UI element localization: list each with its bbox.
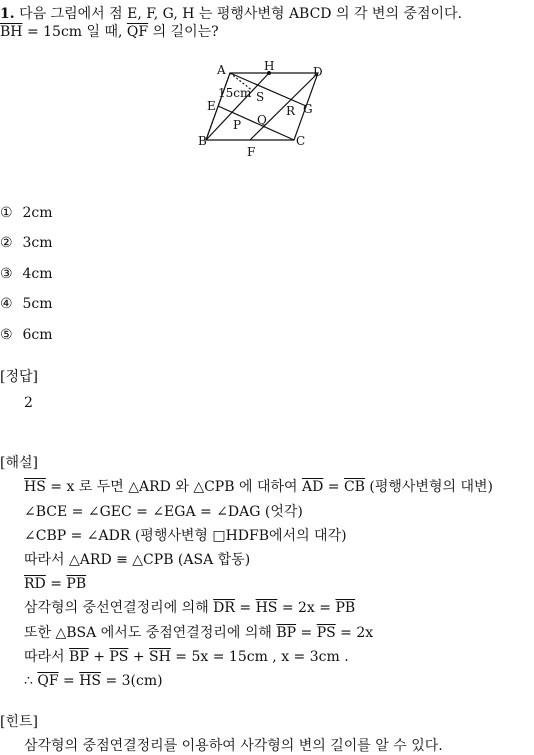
choice-3[interactable]: ③ 4cm — [0, 266, 53, 282]
label-q: Q — [257, 113, 267, 127]
label-r: R — [286, 104, 296, 118]
question-number: 1. — [0, 6, 15, 22]
parallelogram-abcd — [206, 73, 318, 140]
choice-5[interactable]: ⑤ 6cm — [0, 327, 53, 343]
hint-text: 삼각형의 중점연결정리를 이용하여 사각형의 변의 길이를 알 수 있다. — [24, 738, 443, 754]
solution-line-4: 따라서 △ARD ≡ △CPB (ASA 합동) — [24, 552, 251, 568]
label-b: B — [198, 134, 207, 148]
label-e: E — [207, 99, 216, 113]
label-p: P — [233, 118, 242, 132]
choice-2[interactable]: ② 3cm — [0, 235, 53, 251]
parallelogram-figure — [195, 58, 335, 160]
solution-line-2: ∠BCE = ∠GEC = ∠EGA = ∠DAG (엇각) — [24, 504, 303, 520]
choice-4[interactable]: ④ 5cm — [0, 296, 53, 312]
label-15cm: 15cm — [218, 86, 252, 100]
segment-bh: $\overline{BH}$ — [0, 24, 23, 40]
solution-line-1: $\overline{HS} = x$ 로 두면 △ARD 와 △CPB 에 대하여 $\overline{AD} = \overline{CB}$ (평행사변형의 대변) — [24, 479, 493, 495]
question-line-1 — [0, 5, 462, 23]
label-h: H — [264, 59, 275, 73]
question-line-2: $\overline{BH} = 15cm$ 일 때, $\overline{QF}$ 의 길이는? — [0, 24, 219, 40]
question-text: 다음 그림에서 점 E, F, G, H 는 평행사변형 ABCD 의 각 변의 중점이다. — [19, 6, 462, 22]
answer-header: [정답] — [0, 369, 38, 385]
solution-line-8: 따라서 $\overline{BP} + \overline{PS} + \overline{SH} = 5x = 15cm$ , x = 3cm . — [24, 649, 349, 665]
solution-header: [해설] — [0, 455, 38, 471]
solution-line-9: ∴ $\overline{QF} = \overline{HS} = 3(cm)$ — [24, 673, 163, 689]
solution-line-6: 삼각형의 중선연결정리에 의해 $\overline{DR} = \overline{HS} = 2x = \overline{PB}$ — [24, 600, 356, 616]
segment-qf: $\overline{QF}$ — [126, 24, 149, 40]
label-d: D — [313, 65, 323, 79]
label-s: S — [256, 90, 265, 104]
solution-line-5: $\overline{RD} = \overline{PB}$ — [24, 576, 87, 592]
label-f: F — [247, 145, 256, 159]
label-g: G — [303, 102, 313, 116]
hint-header: [힌트] — [0, 714, 38, 730]
choice-1[interactable]: ① 2cm — [0, 205, 53, 221]
solution-line-7: 또한 △BSA 에서도 중점연결정리에 의해 $\overline{BP} = \overline{PS} = 2x$ — [24, 625, 374, 641]
answer-value: 2 — [24, 395, 33, 411]
solution-line-3: ∠CBP = ∠ADR (평행사변형 □HDFB에서의 대각) — [24, 528, 347, 544]
label-a: A — [217, 63, 226, 77]
label-c: C — [296, 134, 306, 148]
